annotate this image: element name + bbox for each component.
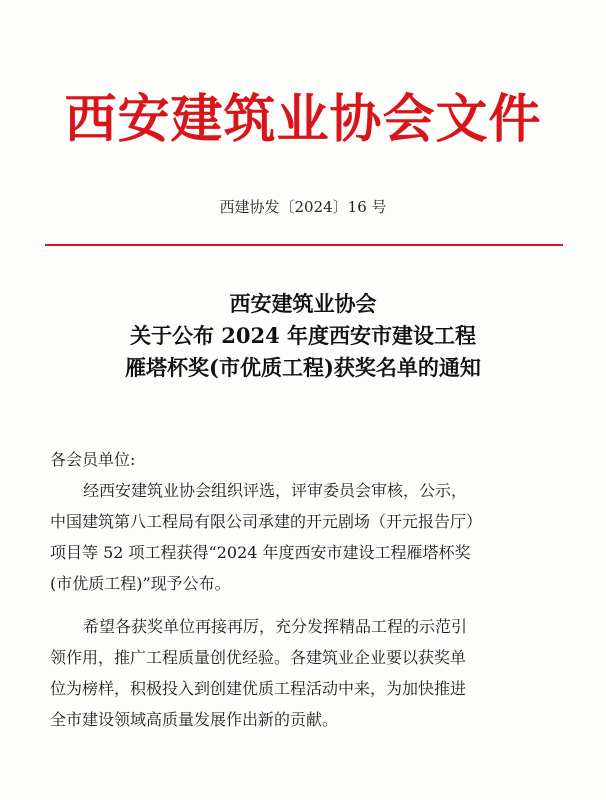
paragraph-line: 中国建筑第八工程局有限公司承建的开元剧场（开元报告厅） — [50, 512, 483, 531]
paragraph-gap — [50, 599, 562, 611]
masthead-title: 西安建筑业协会文件 — [64, 89, 542, 150]
paragraph-line: (市优质工程)”现予公布。 — [50, 574, 231, 593]
notice-title-line: 西安建筑业协会 — [229, 291, 377, 316]
salutation: 各会员单位: — [50, 450, 136, 469]
paragraph-1 — [50, 475, 562, 599]
paragraph-line: 项目等 52 项工程获得“2024 年度西安市建设工程雁塔杯奖 — [50, 543, 471, 562]
paragraph-line: 全市建设领域高质量发展作出新的贡献。 — [50, 710, 339, 729]
notice-title-line: 雁塔杯奖(市优质工程)获奖名单的通知 — [125, 355, 481, 380]
paragraph-line: 位为榜样，积极投入到创建优质工程活动中来，为加快推进 — [50, 679, 467, 698]
paragraph-2 — [50, 611, 562, 735]
document-number: 西建协发〔2024〕16 号 — [219, 198, 387, 216]
red-divider-line — [45, 244, 563, 246]
paragraph-line: 领作用，推广工程质量创优经验。各建筑业企业要以获奖单 — [50, 648, 467, 667]
paragraph-line: 经西安建筑业协会组织评选，评审委员会审核，公示， — [83, 481, 468, 500]
notice-title — [0, 288, 606, 384]
paragraph-line: 希望各获奖单位再接再厉，充分发挥精品工程的示范引 — [83, 617, 468, 636]
notice-body — [50, 444, 562, 735]
notice-title-line: 关于公布 2024 年度西安市建设工程 — [129, 323, 477, 348]
